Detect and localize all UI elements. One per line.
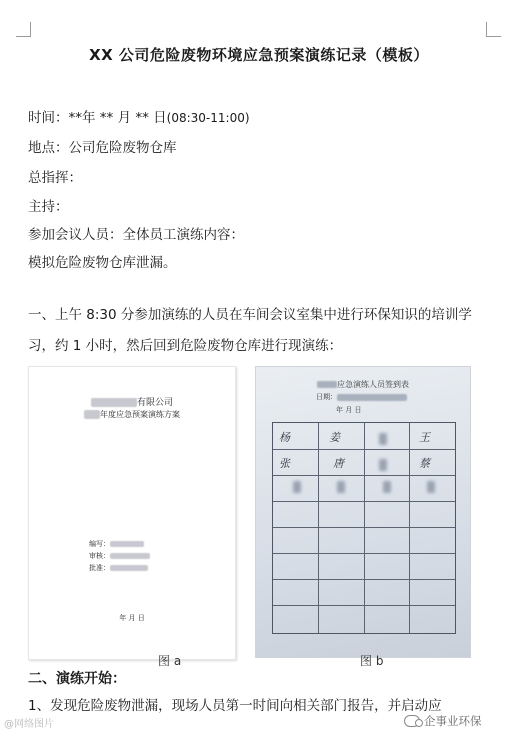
time-range: (08:30-11:00) xyxy=(166,111,250,125)
signature: 王 xyxy=(419,431,430,444)
drill-line: 模拟危险废物仓库泄漏。 xyxy=(28,255,177,271)
figure-b-heading-row xyxy=(256,379,470,390)
figure-b-caption: 图 b xyxy=(360,654,384,668)
table-col-line xyxy=(364,423,365,633)
redacted-block xyxy=(110,541,144,547)
redacted-signature xyxy=(293,481,301,493)
figure-b-name-label: 日期： xyxy=(316,393,337,401)
redacted-signature xyxy=(427,481,435,493)
figure-a-prepared-label: 编写： xyxy=(89,540,110,548)
redacted-signature xyxy=(337,481,345,493)
signature: 唐 xyxy=(333,457,344,470)
figure-a-caption: 图 a xyxy=(158,654,182,668)
host-line: 主持： xyxy=(28,199,69,215)
step1-line: 1、发现危险废物泄漏，现场人员第一时间向相关部门报告，并启动应 xyxy=(28,698,442,714)
location-line: 地点：公司危险废物仓库 xyxy=(28,140,177,156)
wechat-icon xyxy=(404,715,420,727)
redacted-signature xyxy=(379,433,387,445)
figure-b-name-row xyxy=(316,392,407,402)
watermark-right-text: 企事业环保 xyxy=(424,714,482,728)
redacted-block xyxy=(337,394,407,401)
redacted-block xyxy=(84,410,100,419)
figure-a-plan-line xyxy=(29,409,235,420)
figure-a-company-line xyxy=(29,395,235,408)
signature: 姜 xyxy=(329,431,340,444)
section2-heading: 二、演练开始： xyxy=(28,671,126,687)
figure-a-prepared-row xyxy=(89,539,144,549)
signature: 张 xyxy=(279,457,290,470)
figure-b-signin-table xyxy=(272,422,456,634)
page-corner-mark-right xyxy=(486,22,501,37)
figure-a-reviewed-row xyxy=(89,551,150,561)
table-col-line xyxy=(318,423,319,633)
table-col-line xyxy=(409,423,410,633)
participants-line: 参加会议人员：全体员工演练内容： xyxy=(28,227,244,243)
redacted-block xyxy=(317,381,337,388)
figure-b-heading: 应急演练人员签到表 xyxy=(337,380,409,389)
redacted-block xyxy=(110,565,148,571)
redacted-signature xyxy=(379,459,387,471)
watermark-left: @网络图片 xyxy=(4,719,54,730)
time-value: **年 ** 月 ** 日 xyxy=(68,110,167,126)
page-corner-mark-left xyxy=(16,22,31,37)
figure-a-plan-suffix: 年度应急预案演练方案 xyxy=(100,410,180,419)
commander-line: 总指挥： xyxy=(28,170,82,186)
redacted-block xyxy=(110,553,150,559)
section1-paragraph: 一、上午 8:30 分参加演练的人员在车间会议室集中进行环保知识的培训学习，约 1 小时，然后回到危险废物仓库进行现演练： xyxy=(28,307,472,354)
redacted-signature xyxy=(383,481,391,493)
watermark-right xyxy=(404,713,482,729)
figure-a-approved-label: 批准： xyxy=(89,564,110,572)
document-title: XX 公司危险废物环境应急预案演练记录（模板） xyxy=(89,46,429,64)
figure-b-signin-photo xyxy=(255,366,471,658)
signature: 蔡 xyxy=(419,457,430,470)
figure-a-approved-row xyxy=(89,563,148,573)
figure-a-company-suffix: 有限公司 xyxy=(136,398,173,408)
time-line xyxy=(28,106,250,126)
figure-a-document-image xyxy=(28,366,236,660)
figure-a-date: 年 月 日 xyxy=(119,614,145,622)
time-label: 时间： xyxy=(28,110,69,126)
redacted-block xyxy=(91,398,137,407)
signature: 杨 xyxy=(279,431,290,444)
figure-b-date: 年 月 日 xyxy=(336,406,362,414)
figure-a-reviewed-label: 审核： xyxy=(89,552,110,560)
